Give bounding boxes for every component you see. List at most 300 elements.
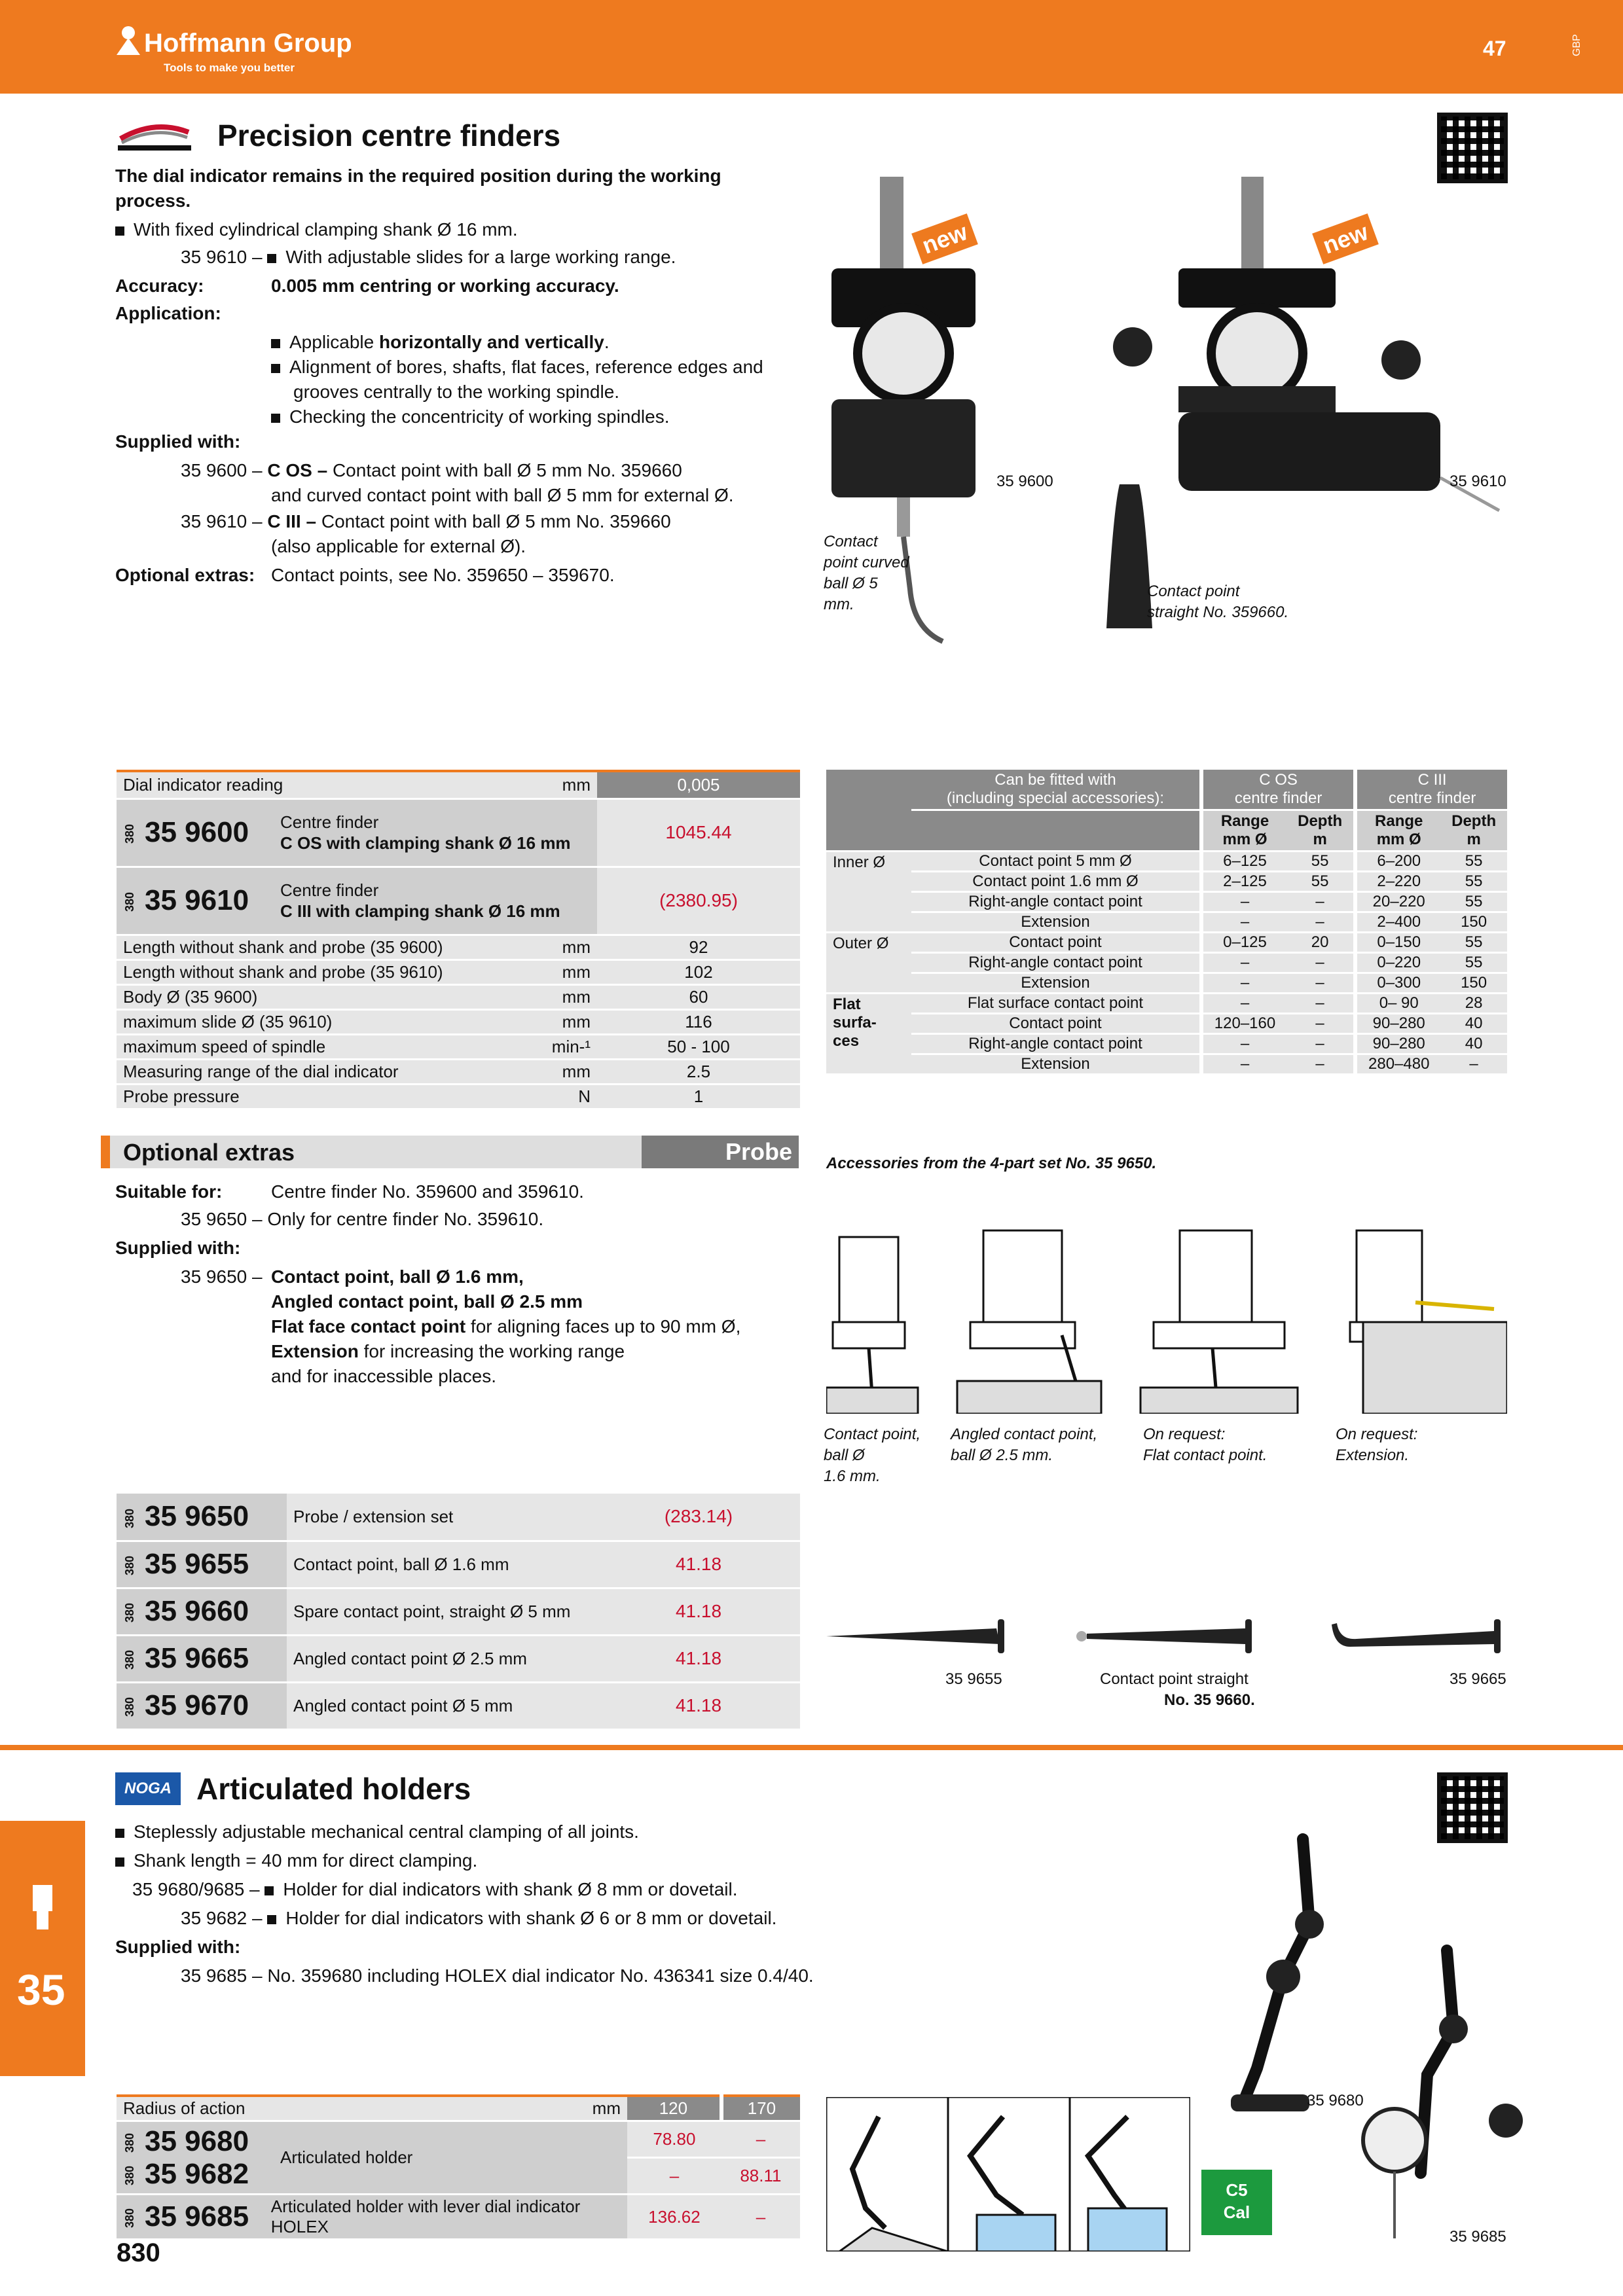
header-depth: [1440, 810, 1507, 852]
caliper-icon: [27, 1885, 58, 1931]
bullet-icon: [115, 1857, 124, 1867]
spec-value: 50 - 100: [597, 1034, 800, 1059]
s2-bullet-1: [115, 1820, 639, 1844]
table-header-170: 170: [721, 2096, 800, 2121]
value-cell: –: [1201, 994, 1286, 1014]
table-row: [117, 867, 800, 935]
value-cell: 2–400: [1355, 912, 1440, 933]
article-number-text: 35 9650: [145, 1500, 249, 1533]
product-desc: Articulated holder: [280, 2147, 413, 2167]
s2-bullet-3: [132, 1877, 738, 1902]
s2-bullet-2: [115, 1848, 477, 1873]
header-range: [1201, 810, 1286, 852]
product-desc: Probe / extension set: [287, 1494, 597, 1541]
supplied-line-2: Angled contact point, ball Ø 2.5 mm: [271, 1291, 583, 1312]
table-header-label: Dial indicator reading: [117, 771, 457, 798]
article-number: [123, 2158, 280, 2191]
badge-line: C5: [1226, 2180, 1248, 2200]
fit-cell: Flat surface contact point: [911, 994, 1201, 1014]
table-row: [117, 1635, 800, 1682]
desc-line: C OS with clamping shank Ø 16 mm: [280, 833, 571, 853]
value-cell: 0–300: [1355, 973, 1440, 994]
new-badge: new: [911, 213, 978, 264]
spec-value: 2.5: [597, 1059, 800, 1084]
compat-row: [826, 1034, 1507, 1054]
text: for aligning faces up to 90 mm Ø,: [465, 1316, 741, 1336]
product-desc: Angled contact point Ø 2.5 mm: [287, 1635, 597, 1682]
text: Checking the concentricity of working spindles.: [289, 406, 670, 427]
article-number: [123, 884, 280, 917]
spec-value: 102: [597, 960, 800, 984]
spec-unit: mm: [457, 1059, 597, 1084]
article-number: [117, 1682, 287, 1729]
desc-line: Centre finder: [280, 812, 379, 832]
supplied-label: Supplied with:: [115, 431, 241, 452]
header-line: mm Ø: [1222, 831, 1267, 848]
brand-name: Hoffmann Group: [144, 29, 352, 58]
hoffmann-logo-icon: [117, 24, 143, 56]
article-code: 35 9680/9685 –: [132, 1879, 260, 1899]
value-cell: 6–200: [1355, 852, 1440, 872]
calibration-badge: [1201, 2170, 1272, 2235]
article-code: 35 9610 –: [181, 247, 263, 267]
header-line: mm Ø: [1376, 831, 1421, 848]
table-header-unit: mm: [457, 771, 597, 798]
bullet-text: With adjustable slides for a large working range.: [285, 247, 676, 267]
value-cell: 2–125: [1201, 872, 1286, 892]
holder-usage-diagrams: [826, 2097, 1190, 2251]
section-title-articulated-holders: Articulated holders: [196, 1772, 471, 1806]
header-range: [1355, 810, 1440, 852]
text: for increasing the working range: [358, 1341, 625, 1361]
spec-value: 60: [597, 984, 800, 1009]
product-cell: [117, 2121, 627, 2195]
text-bold: Flat face contact point: [271, 1316, 466, 1336]
article-number: [123, 2200, 271, 2233]
header-line: Range: [1220, 812, 1269, 830]
supplied-code: 35 9650 –: [181, 1266, 263, 1287]
spec-value: 1: [597, 1084, 800, 1109]
article-number-text: 35 9600: [145, 816, 249, 848]
s2-supplied: [181, 1964, 814, 1988]
compat-row: [826, 953, 1507, 973]
header-line: C OS: [1259, 771, 1298, 789]
text: Contact point with ball Ø 5 mm No. 359660: [327, 460, 682, 480]
value-cell: 0–150: [1355, 933, 1440, 953]
centre-finder-table: [117, 770, 800, 1110]
probe-label-3: 35 9665: [1450, 1670, 1506, 1688]
compat-row: [826, 912, 1507, 933]
value-cell: 150: [1440, 973, 1507, 994]
value-cell: 150: [1440, 912, 1507, 933]
spec-label: maximum slide Ø (35 9610): [117, 1009, 457, 1034]
optional-label: Optional extras:: [115, 565, 255, 585]
price: –: [627, 2158, 721, 2195]
price: –: [721, 2195, 800, 2240]
table-row: [117, 1494, 800, 1541]
article-code: 35 9610 –: [181, 511, 263, 531]
caption-straight-point: [1147, 581, 1288, 623]
article-number-text: 35 9682: [145, 2157, 249, 2190]
product-desc: Articulated holder with lever dial indicator HOLEX: [270, 2197, 581, 2236]
fit-cell: Extension: [911, 912, 1201, 933]
compat-row: [826, 994, 1507, 1014]
compat-row: [826, 973, 1507, 994]
value-cell: 55: [1440, 953, 1507, 973]
acc-caption-2: [951, 1424, 1097, 1466]
caption-line: Flat contact point.: [1143, 1446, 1267, 1464]
price-group: 380: [123, 824, 136, 844]
article-code: 35 9682 –: [181, 1908, 263, 1928]
value-cell: 20–220: [1355, 892, 1440, 912]
value-cell: 55: [1440, 933, 1507, 953]
image-label-359680: 35 9680: [1307, 2092, 1364, 2109]
new-badge: new: [1312, 213, 1379, 264]
article-number-text: 35 9665: [145, 1642, 249, 1674]
price-group: 380: [123, 1650, 136, 1670]
spec-value: 92: [597, 935, 800, 960]
value-cell: 6–125: [1201, 852, 1286, 872]
supplied-2b: (also applicable for external Ø).: [271, 536, 526, 556]
value-cell: –: [1286, 912, 1355, 933]
value-cell: 55: [1440, 852, 1507, 872]
article-numbers: [123, 2125, 280, 2191]
chapter-side-tab[interactable]: [0, 1821, 85, 2076]
header-line: Can be fitted with: [994, 771, 1116, 789]
price-group: 380: [123, 1697, 136, 1717]
caption-line: On request:: [1143, 1426, 1226, 1443]
text: Alignment of bores, shafts, flat faces, reference edges and: [289, 357, 763, 377]
price: 41.18: [597, 1682, 800, 1729]
spec-row: [117, 1009, 800, 1034]
spec-value: 116: [597, 1009, 800, 1034]
caption-line: ball Ø 2.5 mm.: [951, 1446, 1053, 1464]
value-cell: 55: [1286, 852, 1355, 872]
article-code: 35 9600 –: [181, 460, 263, 480]
value-cell: –: [1286, 1014, 1355, 1034]
compat-row: [826, 872, 1507, 892]
article-number: [123, 816, 280, 849]
value-cell: –: [1286, 953, 1355, 973]
accessory-diagrams: [826, 1191, 1507, 1414]
spec-unit: mm: [457, 984, 597, 1009]
probe-images: [826, 1610, 1507, 1662]
caption-line: On request:: [1336, 1426, 1418, 1443]
probe-label-2a: Contact point straight: [1100, 1670, 1249, 1688]
bullet-icon: [115, 1829, 124, 1838]
value-cell: 120–160: [1201, 1014, 1286, 1034]
header-ciii: [1355, 770, 1507, 810]
suitable-value: Centre finder No. 359600 and 359610.: [271, 1181, 584, 1202]
value-cell: –: [1201, 912, 1286, 933]
value-cell: 0– 90: [1355, 994, 1440, 1014]
table-header-label: Radius of action: [117, 2096, 483, 2121]
text: Contact point with ball Ø 5 mm No. 359660: [316, 511, 671, 531]
article-number: [123, 2125, 280, 2158]
spec-row: [117, 1034, 800, 1059]
supplied-1b: and curved contact point with ball Ø 5 mm for external Ø.: [271, 485, 734, 505]
value-cell: 0–220: [1355, 953, 1440, 973]
article-number-text: 35 9610: [145, 884, 249, 916]
value-cell: 55: [1286, 872, 1355, 892]
probe-table: [117, 1494, 800, 1731]
caption-line: mm.: [824, 596, 854, 613]
header-line: Depth: [1451, 812, 1497, 830]
image-label-359600: 35 9600: [996, 473, 1053, 490]
caption-line: Angled contact point,: [951, 1426, 1098, 1443]
price: 41.18: [597, 1635, 800, 1682]
application-label: Application:: [115, 303, 221, 323]
compat-row: [826, 892, 1507, 912]
table-row: [117, 1682, 800, 1729]
compatibility-table: [826, 770, 1507, 1075]
spec-unit: mm: [457, 960, 597, 984]
article-number-text: 35 9660: [145, 1595, 249, 1627]
fit-cell: Extension: [911, 1054, 1201, 1075]
text: Shank length = 40 mm for direct clamping.: [134, 1850, 478, 1871]
article-number-text: 35 9685: [145, 2200, 249, 2233]
price-group: 380: [123, 1603, 136, 1623]
supplied-line-5: and for inaccessible places.: [271, 1366, 496, 1386]
fit-cell: Contact point 1.6 mm Ø: [911, 872, 1201, 892]
caption-line: ball Ø 5: [824, 575, 878, 592]
section-divider: [0, 1745, 1623, 1750]
section-title-centre-finders: Precision centre finders: [217, 118, 561, 152]
spec-row: [117, 1059, 800, 1084]
bullet-icon: [267, 254, 276, 263]
suitable-2: [181, 1207, 543, 1232]
header-line: centre finder: [1388, 789, 1476, 807]
price-group: 380: [123, 1508, 136, 1528]
value-cell: 2–220: [1355, 872, 1440, 892]
table-row: [117, 798, 800, 867]
group-name: Flat surfa- ces: [826, 994, 911, 1075]
article-code: 35 9650 –: [181, 1209, 263, 1229]
price: 78.80: [627, 2121, 721, 2158]
price: –: [721, 2121, 800, 2158]
spec-label: Body Ø (35 9600): [117, 984, 457, 1009]
header-line: m: [1467, 831, 1481, 848]
value-cell: –: [1201, 892, 1286, 912]
bullet-icon: [271, 414, 280, 423]
text: Holder for dial indicators with shank Ø 8 mm or dovetail.: [283, 1879, 738, 1899]
compat-row: [826, 933, 1507, 953]
value-cell: –: [1286, 1034, 1355, 1054]
spec-row: [117, 935, 800, 960]
probe-label-1: 35 9655: [945, 1670, 1002, 1688]
product-desc: Contact point, ball Ø 1.6 mm: [287, 1541, 597, 1588]
noga-logo: NOGA: [115, 1772, 181, 1805]
supplied-line-1: Contact point, ball Ø 1.6 mm,: [271, 1266, 524, 1287]
table-row: [117, 2121, 800, 2158]
bullet-icon: [267, 1915, 276, 1924]
price: 1045.44: [597, 798, 800, 867]
text-bold: horizontally and vertically: [378, 332, 604, 352]
text: Steplessly adjustable mechanical central clamping of all joints.: [134, 1821, 639, 1842]
fit-cell: Contact point: [911, 1014, 1201, 1034]
application-2: [271, 355, 763, 380]
spec-label: Measuring range of the dial indicator: [117, 1059, 457, 1084]
desc-line: C III with clamping shank Ø 16 mm: [280, 901, 560, 921]
text: Holder for dial indicators with shank Ø 6 or 8 mm or dovetail.: [285, 1908, 777, 1928]
table-header-unit: mm: [483, 2096, 627, 2121]
caption-line: ball Ø: [824, 1446, 865, 1464]
text: .: [604, 332, 610, 352]
article-number-text: 35 9670: [145, 1689, 249, 1721]
table-header-120: 120: [627, 2096, 721, 2121]
articulated-holder-image: [1231, 1833, 1532, 2251]
product-cell: [117, 867, 597, 935]
value-cell: –: [1286, 994, 1355, 1014]
caption-line: Contact point: [1147, 583, 1240, 600]
price: (283.14): [597, 1494, 800, 1541]
bullet-2: [181, 245, 676, 270]
michael-deckel-logo: [115, 119, 194, 152]
article-number: [117, 1635, 287, 1682]
header-line: (including special accessories):: [946, 789, 1165, 807]
suitable-label: Suitable for:: [115, 1181, 223, 1202]
price-group: 380: [123, 2208, 136, 2229]
probe-table-body: [117, 1494, 800, 1729]
s2-bullet-4: [181, 1906, 776, 1931]
article-number-text: 35 9680: [145, 2125, 249, 2157]
optional-extras-title: Optional extras: [123, 1139, 295, 1166]
header-line: centre finder: [1234, 789, 1322, 807]
application-3: [271, 404, 670, 429]
value-cell: 0–125: [1201, 933, 1286, 953]
table-header-value: 0,005: [597, 771, 800, 798]
image-label-359685: 35 9685: [1450, 2228, 1506, 2246]
header-line: m: [1313, 831, 1327, 848]
caption-line: Contact point,: [824, 1426, 921, 1443]
header-fit: [911, 770, 1201, 810]
optional-value: Contact points, see No. 359650 – 359670.: [271, 565, 615, 585]
text-bold: C III –: [267, 511, 317, 531]
brand-tagline: Tools to make you better: [164, 62, 295, 74]
caption-line: point curved: [824, 554, 909, 571]
bullet-icon: [271, 364, 280, 373]
fit-cell: Contact point: [911, 933, 1201, 953]
price-group: 380: [123, 2165, 136, 2185]
bullet-1: [115, 217, 518, 242]
spec-unit: mm: [457, 935, 597, 960]
acc-caption-3: [1143, 1424, 1267, 1466]
spec-unit: min-¹: [457, 1034, 597, 1059]
fit-cell: Right-angle contact point: [911, 953, 1201, 973]
compat-row: [826, 1054, 1507, 1075]
image-label-359610: 35 9610: [1450, 473, 1506, 490]
spec-label: Probe pressure: [117, 1084, 457, 1109]
article-number-text: 35 9655: [145, 1548, 249, 1580]
fit-cell: Contact point 5 mm Ø: [911, 852, 1201, 872]
text-bold: Extension: [271, 1341, 359, 1361]
articulated-holder-table: [117, 2094, 800, 2240]
group-name: Inner Ø: [826, 852, 911, 933]
article-code: 35 9685 –: [181, 1965, 263, 1986]
value-cell: 55: [1440, 892, 1507, 912]
price: (2380.95): [597, 867, 800, 935]
value-cell: –: [1201, 973, 1286, 994]
article-number: [117, 1494, 287, 1541]
footer-page-number: 830: [117, 2238, 160, 2267]
text: No. 359680 including HOLEX dial indicator No. 436341 size 0.4/40.: [267, 1965, 814, 1986]
value-cell: –: [1286, 973, 1355, 994]
spec-row: [117, 960, 800, 984]
spec-unit: mm: [457, 1009, 597, 1034]
value-cell: 40: [1440, 1014, 1507, 1034]
accuracy-label: Accuracy:: [115, 276, 204, 296]
probe-label-2b: No. 35 9660.: [1164, 1691, 1255, 1709]
desc-line: Centre finder: [280, 880, 379, 900]
fit-cell: Extension: [911, 973, 1201, 994]
accessories-caption: Accessories from the 4-part set No. 35 9650.: [826, 1155, 1157, 1172]
value-cell: –: [1440, 1054, 1507, 1075]
price: 136.62: [627, 2195, 721, 2240]
caption-line: Extension.: [1336, 1446, 1410, 1464]
probe-label: Probe: [642, 1136, 799, 1168]
spec-row: [117, 1084, 800, 1109]
chapter-number: 35: [17, 1965, 65, 2014]
acc-caption-1: [824, 1424, 921, 1487]
bullet-text: With fixed cylindrical clamping shank Ø 16 mm.: [134, 219, 518, 240]
product-desc: [280, 880, 560, 922]
article-number: [117, 1588, 287, 1635]
compatibility-body: [826, 852, 1507, 1075]
supplied-line-3: [271, 1314, 740, 1339]
value-cell: 20: [1286, 933, 1355, 953]
supplied-2: [181, 509, 671, 534]
header-cos: [1201, 770, 1355, 810]
supplied-line-4: [271, 1339, 625, 1364]
value-cell: –: [1201, 1034, 1286, 1054]
bullet-icon: [115, 226, 124, 236]
value-cell: –: [1201, 953, 1286, 973]
price: 41.18: [597, 1588, 800, 1635]
header-line: Range: [1375, 812, 1423, 830]
caption-curved-point: [824, 531, 909, 615]
corner-cell: [826, 770, 911, 852]
bullet-icon: [271, 339, 280, 348]
price-group: 380: [123, 1556, 136, 1576]
page-number: 47: [1483, 37, 1506, 60]
application-2b: grooves centrally to the working spindle.: [293, 382, 620, 402]
value-cell: –: [1286, 1054, 1355, 1075]
fit-cell: Right-angle contact point: [911, 1034, 1201, 1054]
product-desc: Spare contact point, straight Ø 5 mm: [287, 1588, 597, 1635]
text: Applicable: [289, 332, 379, 352]
product-desc: [280, 812, 571, 853]
value-cell: 280–480: [1355, 1054, 1440, 1075]
table-row: [117, 1541, 800, 1588]
bullet-icon: [264, 1886, 274, 1895]
group-name: Outer Ø: [826, 933, 911, 994]
spec-unit: N: [457, 1084, 597, 1109]
table-row: [117, 2195, 800, 2240]
region-code: GBP: [1571, 34, 1582, 56]
badge-line: Cal: [1223, 2202, 1250, 2222]
value-cell: 90–280: [1355, 1014, 1440, 1034]
spec-label: maximum speed of spindle: [117, 1034, 457, 1059]
acc-caption-4: [1336, 1424, 1417, 1466]
fit-cell: Right-angle contact point: [911, 892, 1201, 912]
supplied-1: [181, 458, 682, 483]
product-cell: [117, 2195, 627, 2240]
compat-row: [826, 1014, 1507, 1034]
caption-line: Contact: [824, 533, 878, 550]
table-row: [117, 1588, 800, 1635]
application-1: [271, 330, 610, 355]
header-line: C III: [1417, 771, 1447, 789]
